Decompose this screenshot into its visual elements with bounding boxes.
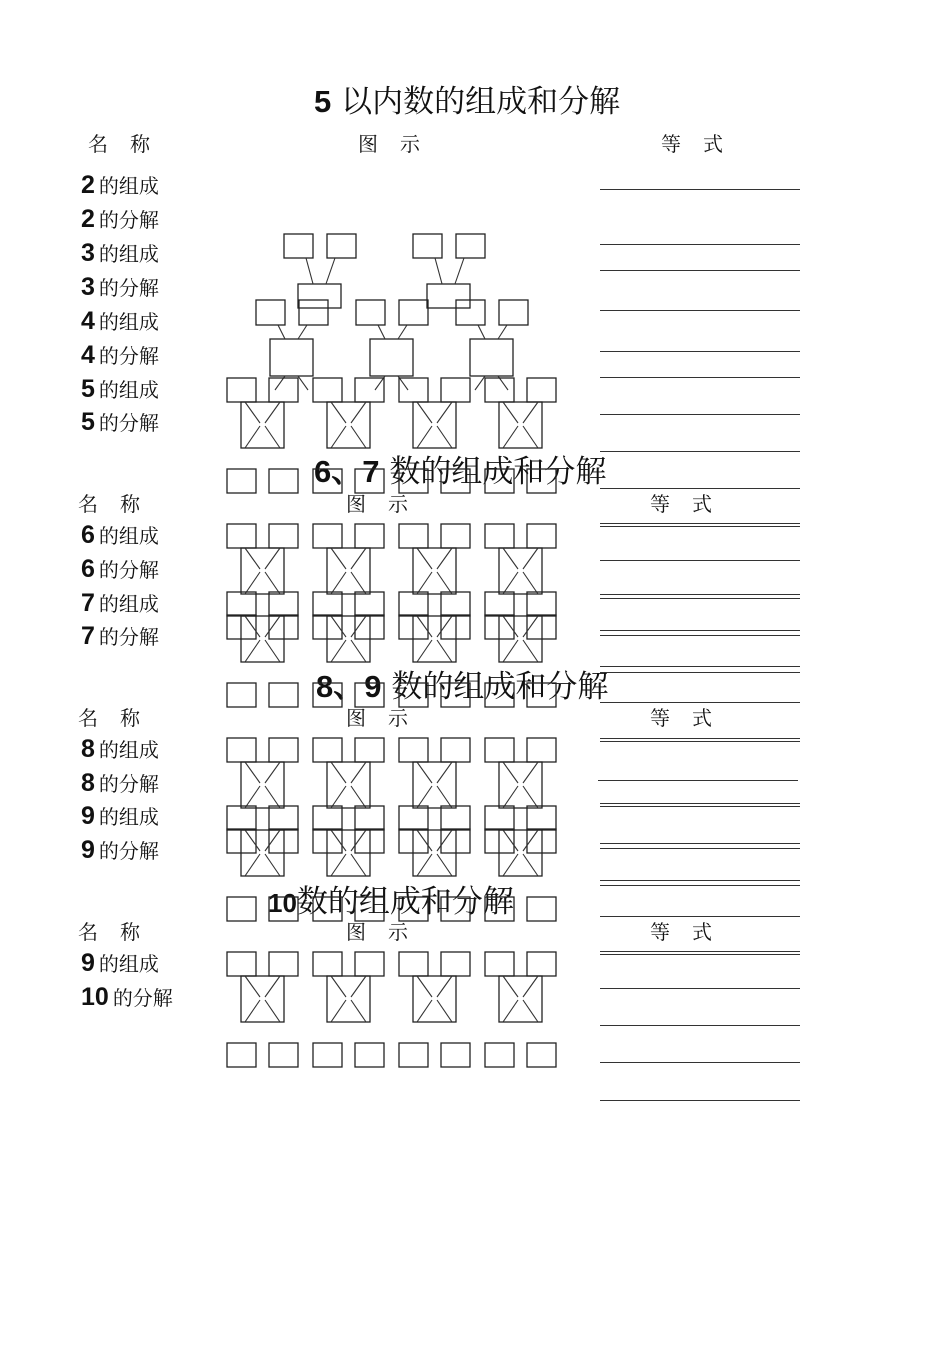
answer-box[interactable] (284, 234, 313, 258)
answer-box[interactable] (269, 952, 298, 976)
row-text: 的组成 (98, 310, 159, 334)
answer-box[interactable] (527, 524, 556, 548)
answer-box[interactable] (441, 469, 470, 493)
answer-box[interactable] (499, 300, 528, 325)
connector-line (437, 426, 452, 448)
connector-line (265, 854, 280, 876)
connector-line (245, 616, 260, 637)
answer-box[interactable] (270, 339, 313, 376)
connector-line (326, 258, 335, 284)
connector-line (331, 426, 346, 448)
answer-box[interactable] (355, 806, 384, 830)
connector-line (437, 762, 452, 783)
connector-line (437, 830, 452, 851)
connector-line (523, 640, 538, 662)
section-3-header-equation: 等式 (650, 706, 734, 730)
answer-box[interactable] (313, 738, 342, 762)
answer-box[interactable] (313, 897, 342, 921)
answer-box[interactable] (413, 548, 456, 594)
answer-box[interactable] (355, 378, 384, 402)
answer-box[interactable] (355, 524, 384, 548)
section-3-title-text: 数的组成和分解 (391, 669, 609, 705)
answer-box[interactable] (485, 1043, 514, 1067)
connector-line (523, 762, 538, 783)
row-number: 5 (81, 408, 95, 436)
answer-box[interactable] (399, 378, 428, 402)
row-text: 的组成 (98, 738, 159, 762)
connector-line (503, 1000, 518, 1022)
connector-line (351, 830, 366, 851)
answer-box[interactable] (313, 469, 342, 493)
connector-line (245, 640, 260, 662)
connector-line (417, 640, 432, 662)
connector-line (417, 1000, 432, 1022)
answer-box[interactable] (527, 897, 556, 921)
answer-box[interactable] (355, 683, 384, 707)
answer-box[interactable] (441, 524, 470, 548)
row-text: 的分解 (98, 411, 159, 435)
connector-line (417, 426, 432, 448)
connector-line (417, 830, 432, 851)
row-text: 的分解 (98, 558, 159, 582)
answer-box[interactable] (313, 952, 342, 976)
section-3-header-name: 名称 (78, 706, 162, 730)
row-number: 10 (81, 983, 109, 1011)
answer-box[interactable] (355, 469, 384, 493)
connector-line (435, 258, 442, 284)
connector-line (351, 786, 366, 808)
connector-line (331, 976, 346, 997)
answer-box[interactable] (485, 952, 514, 976)
row-text: 的组成 (98, 174, 159, 198)
row-number: 5 (81, 375, 95, 403)
connector-line (245, 1000, 260, 1022)
connector-line (417, 786, 432, 808)
section-3-header-diagram: 图示 (346, 706, 430, 730)
answer-box[interactable] (527, 1043, 556, 1067)
answer-box[interactable] (527, 378, 556, 402)
answer-box[interactable] (269, 897, 298, 921)
connector-line (331, 762, 346, 783)
connector-line (331, 402, 346, 423)
section-4-title-text: 数的组成和分解 (296, 884, 514, 920)
row-number: 9 (81, 802, 95, 830)
connector-line (351, 976, 366, 997)
answer-box[interactable] (399, 806, 428, 830)
answer-box[interactable] (441, 1043, 470, 1067)
answer-box[interactable] (499, 976, 542, 1022)
answer-box[interactable] (227, 806, 256, 830)
connector-line (265, 616, 280, 637)
connector-line (265, 976, 280, 997)
connector-line (498, 325, 507, 339)
answer-box[interactable] (527, 952, 556, 976)
connector-line (245, 548, 260, 569)
connector-line (306, 258, 313, 284)
answer-box[interactable] (269, 806, 298, 830)
row-number: 2 (81, 171, 95, 199)
connector-line (523, 786, 538, 808)
connector-line (265, 786, 280, 808)
section-1-title-text: 以内数的组成和分解 (341, 84, 621, 120)
connector-line (265, 402, 280, 423)
connector-line (503, 830, 518, 851)
connector-line (331, 854, 346, 876)
row-number: 8 (81, 735, 95, 763)
connector-line (265, 640, 280, 662)
answer-box[interactable] (456, 234, 485, 258)
answer-box[interactable] (527, 469, 556, 493)
section-3-title-number: 8、9 (316, 669, 382, 704)
answer-box[interactable] (355, 738, 384, 762)
answer-box[interactable] (241, 548, 284, 594)
connector-line (503, 402, 518, 423)
connector-line (351, 1000, 366, 1022)
answer-box[interactable] (441, 592, 470, 616)
answer-box[interactable] (269, 1043, 298, 1067)
connector-line (523, 976, 538, 997)
connector-line (351, 402, 366, 423)
answer-box[interactable] (485, 806, 514, 830)
section-4-header-name: 名称 (78, 920, 162, 944)
answer-box[interactable] (355, 897, 384, 921)
connector-line (503, 854, 518, 876)
answer-box[interactable] (413, 976, 456, 1022)
answer-box[interactable] (485, 469, 514, 493)
row-number: 8 (81, 769, 95, 797)
answer-box[interactable] (399, 952, 428, 976)
answer-box[interactable] (399, 897, 428, 921)
row-text: 的分解 (98, 625, 159, 649)
answer-box[interactable] (327, 762, 370, 808)
connector-line (437, 640, 452, 662)
answer-box[interactable] (227, 897, 256, 921)
connector-line (351, 548, 366, 569)
row-number: 7 (81, 622, 95, 650)
connector-line (523, 402, 538, 423)
answer-box[interactable] (227, 592, 256, 616)
answer-box[interactable] (441, 952, 470, 976)
row-number: 7 (81, 589, 95, 617)
connector-line (437, 976, 452, 997)
answer-box[interactable] (298, 284, 341, 308)
section-2-title-number: 6、7 (314, 454, 380, 489)
section-1-header-name: 名称 (88, 132, 172, 156)
connector-line (523, 426, 538, 448)
answer-box[interactable] (327, 402, 370, 448)
answer-box[interactable] (227, 469, 256, 493)
connector-line (331, 1000, 346, 1022)
answer-box[interactable] (269, 378, 298, 402)
answer-box[interactable] (527, 683, 556, 707)
answer-box[interactable] (327, 548, 370, 594)
connector-line (523, 1000, 538, 1022)
answer-box[interactable] (399, 469, 428, 493)
row-text: 的组成 (98, 524, 159, 548)
row-text: 的组成 (98, 242, 159, 266)
connector-line (437, 1000, 452, 1022)
answer-box[interactable] (485, 897, 514, 921)
connector-line (278, 325, 285, 339)
section-2-header-diagram: 图示 (346, 492, 430, 516)
connector-line (503, 786, 518, 808)
answer-box[interactable] (313, 1043, 342, 1067)
row-number: 3 (81, 239, 95, 267)
connector-line (417, 616, 432, 637)
answer-box[interactable] (227, 683, 256, 707)
connector-line (245, 426, 260, 448)
connector-line (331, 572, 346, 594)
connector-line (417, 402, 432, 423)
row-number: 4 (81, 341, 95, 369)
connector-line (245, 976, 260, 997)
answer-box[interactable] (485, 738, 514, 762)
answer-box[interactable] (313, 524, 342, 548)
connector-line (245, 402, 260, 423)
answer-box[interactable] (413, 402, 456, 448)
answer-box[interactable] (269, 592, 298, 616)
connector-line (245, 762, 260, 783)
answer-box[interactable] (499, 402, 542, 448)
answer-box[interactable] (269, 524, 298, 548)
answer-box[interactable] (355, 1043, 384, 1067)
connector-line (417, 976, 432, 997)
connector-line (245, 854, 260, 876)
answer-box[interactable] (269, 683, 298, 707)
connector-line (437, 616, 452, 637)
row-number: 4 (81, 307, 95, 335)
answer-box[interactable] (399, 524, 428, 548)
answer-box[interactable] (441, 738, 470, 762)
connector-line (351, 572, 366, 594)
connector-line (503, 572, 518, 594)
answer-box[interactable] (399, 592, 428, 616)
connector-line (437, 402, 452, 423)
connector-line (331, 616, 346, 637)
answer-box[interactable] (413, 762, 456, 808)
connector-line (298, 376, 308, 390)
connector-line (523, 616, 538, 637)
answer-box[interactable] (227, 378, 256, 402)
answer-box[interactable] (485, 524, 514, 548)
row-text: 的分解 (98, 276, 159, 300)
answer-box[interactable] (313, 378, 342, 402)
connector-line (331, 548, 346, 569)
row-text: 的组成 (98, 805, 159, 829)
answer-box[interactable] (499, 548, 542, 594)
connector-line (331, 640, 346, 662)
row-text: 的分解 (98, 208, 159, 232)
connector-line (503, 976, 518, 997)
connector-line (475, 376, 485, 390)
row-number: 9 (81, 949, 95, 977)
connector-line (417, 762, 432, 783)
answer-box[interactable] (485, 378, 514, 402)
row-text: 的分解 (98, 839, 159, 863)
connector-line (478, 325, 485, 339)
answer-box[interactable] (399, 300, 428, 325)
answer-box[interactable] (527, 806, 556, 830)
answer-box[interactable] (370, 339, 413, 376)
connector-line (398, 325, 407, 339)
row-text: 的分解 (98, 772, 159, 796)
answer-box[interactable] (485, 683, 514, 707)
answer-box[interactable] (441, 806, 470, 830)
connector-line (503, 616, 518, 637)
answer-box[interactable] (241, 976, 284, 1022)
connector-line (245, 786, 260, 808)
answer-box[interactable] (241, 402, 284, 448)
connector-line (245, 572, 260, 594)
answer-box[interactable] (399, 683, 428, 707)
row-text: 的组成 (98, 378, 159, 402)
answer-box[interactable] (441, 683, 470, 707)
answer-box[interactable] (355, 592, 384, 616)
connector-line (265, 548, 280, 569)
answer-box[interactable] (441, 378, 470, 402)
connector-line (455, 258, 464, 284)
section-1-title-number: 5 (314, 84, 332, 119)
row-text: 的组成 (98, 592, 159, 616)
answer-box[interactable] (227, 1043, 256, 1067)
section-4-header-equation: 等式 (650, 920, 734, 944)
connector-line (523, 830, 538, 851)
row-number: 2 (81, 205, 95, 233)
answer-box[interactable] (399, 1043, 428, 1067)
section-2-title-text: 数的组成和分解 (389, 454, 607, 490)
answer-box[interactable] (527, 592, 556, 616)
section-4-title-number: 10 (268, 888, 297, 918)
answer-box[interactable] (269, 469, 298, 493)
connector-line (351, 426, 366, 448)
answer-box[interactable] (485, 592, 514, 616)
connector-line (417, 548, 432, 569)
connector-line (265, 572, 280, 594)
answer-box[interactable] (227, 952, 256, 976)
connector-line (265, 1000, 280, 1022)
connector-line (503, 548, 518, 569)
connector-line (265, 426, 280, 448)
answer-box[interactable] (441, 897, 470, 921)
connector-line (503, 640, 518, 662)
connector-line (437, 786, 452, 808)
answer-box[interactable] (299, 300, 328, 325)
answer-box[interactable] (427, 284, 470, 308)
answer-box[interactable] (413, 234, 442, 258)
connector-line (437, 572, 452, 594)
connector-line (265, 762, 280, 783)
connector-line (298, 325, 307, 339)
answer-box[interactable] (399, 738, 428, 762)
connector-line (523, 572, 538, 594)
answer-box[interactable] (499, 762, 542, 808)
connector-line (351, 616, 366, 637)
connector-line (523, 854, 538, 876)
section-2-header-equation: 等式 (650, 492, 734, 516)
connector-line (437, 548, 452, 569)
connector-line (378, 325, 385, 339)
row-text: 的分解 (98, 344, 159, 368)
answer-box[interactable] (356, 300, 385, 325)
connector-line (523, 548, 538, 569)
answer-box[interactable] (313, 806, 342, 830)
row-number: 9 (81, 836, 95, 864)
answer-box[interactable] (327, 234, 356, 258)
answer-box[interactable] (313, 683, 342, 707)
section-1-header-diagram: 图示 (358, 132, 442, 156)
connector-line (417, 572, 432, 594)
section-2-header-name: 名称 (78, 492, 162, 516)
answer-box[interactable] (327, 976, 370, 1022)
answer-box[interactable] (241, 762, 284, 808)
row-number: 6 (81, 521, 95, 549)
connector-line (331, 830, 346, 851)
connector-line (331, 786, 346, 808)
answer-box[interactable] (269, 738, 298, 762)
connector-line (437, 854, 452, 876)
answer-box[interactable] (256, 300, 285, 325)
connector-line (503, 426, 518, 448)
connector-line (351, 762, 366, 783)
connector-line (351, 640, 366, 662)
connector-line (417, 854, 432, 876)
row-number: 6 (81, 555, 95, 583)
answer-box[interactable] (313, 592, 342, 616)
connector-line (245, 830, 260, 851)
row-number: 3 (81, 273, 95, 301)
connector-line (265, 830, 280, 851)
answer-box[interactable] (470, 339, 513, 376)
connector-line (351, 854, 366, 876)
answer-box[interactable] (355, 952, 384, 976)
answer-box[interactable] (227, 738, 256, 762)
row-text: 的分解 (112, 986, 173, 1010)
answer-box[interactable] (227, 524, 256, 548)
answer-box[interactable] (527, 738, 556, 762)
section-4-header-diagram: 图示 (346, 920, 430, 944)
section-1-header-equation: 等式 (661, 132, 745, 156)
connector-line (503, 762, 518, 783)
row-text: 的组成 (98, 952, 159, 976)
